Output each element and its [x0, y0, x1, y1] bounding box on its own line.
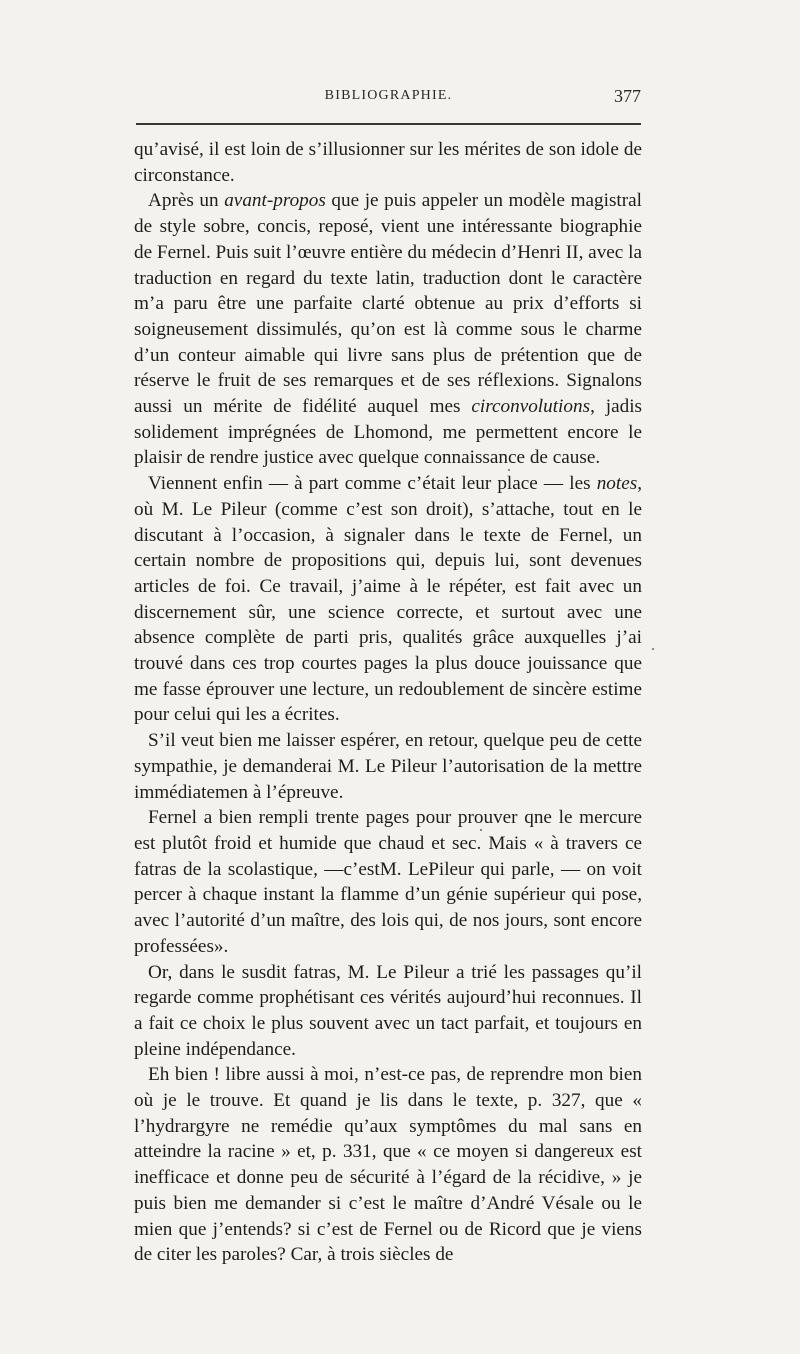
running-head — [136, 88, 641, 112]
print-speck — [652, 648, 654, 650]
text-segment: , jadis solidement imprégnées de Lhomond, me permettent encore le plaisir de rendre justice avec quelque connaissance de cause. — [134, 396, 642, 469]
text-segment: , où M. Le Pileur (comme c’est son droit), s’attache, tout en le discutant à l’occasion, à signaler dans le texte de Fernel, un certain nombre de propositions qui, depuis lui, sont devenues articles de foi. Ce travail, j’aime à le répéter, est fait avec un discernement sûr, une science correcte, et surtout avec une absence complète de parti pris, qualités grâce auxquelles j’ai trouvé dans ces trop courtes pages la plus douce jouissance que me fasse éprouver une lecture, un redoublement de sincère estime pour celui qui les a écrites. — [134, 473, 642, 726]
text-segment: Fernel a bien rempli trente pages pour prouver qne le mercure est plutôt froid et humide que chaud et sec. Mais « à travers ce fatras de la scolastique, —c’estM. LePileur qui parle, — on voit percer à chaque instant la flamme d’un génie supérieur qui pose, avec l’autorité d’un maître, des lois qui, de nos jours, sont encore professées». — [134, 807, 642, 957]
paragraph-1 — [134, 137, 642, 188]
paragraph-2 — [134, 188, 642, 471]
print-speck — [480, 829, 482, 831]
header-rule — [136, 123, 641, 125]
paragraph-3 — [134, 471, 642, 728]
text-segment: que je puis appeler un modèle magistral de style sobre, concis, reposé, vient une intéressante biographie de Fernel. Puis suit l’œuvre entière du médecin d’Henri II, avec la traduction en regard du texte latin, traduction dont le caractère m’a paru être une parfaite clarté obtenue au prix d’efforts si soigneusement dissimulés, qu’on est là comme sous le charme d’un conteur aimable qui livre sans plus de prétention que de réserve le fruit de ses remarques et de ses réflexions. Signalons aussi un mérite de fidélité auquel mes — [134, 190, 643, 418]
text-segment: Or, dans le susdit fatras, M. Le Pileur a trié les passages qu’il regarde comme prophétisant ces vérités aujourd’hui reconnues. Il a fait ce choix le plus souvent avec un tact parfait, et toujours en pleine indépendance. — [134, 961, 642, 1060]
text-segment: Après un — [148, 190, 225, 212]
italic-text: circonvolutions — [471, 396, 591, 418]
paragraph-4 — [134, 728, 642, 805]
print-speck — [508, 469, 510, 471]
text-segment: S’il veut bien me laisser espérer, en retour, quelque peu de cette sympathie, je demanderai M. Le Pileur l’autorisation de la mettre immédiatemen à l’épreuve. — [134, 730, 642, 803]
text-segment: qu’avisé, il est loin de s’illusionner sur les mérites de son idole de circonstance. — [134, 139, 642, 186]
paragraph-7 — [134, 1062, 642, 1268]
page-number: 377 — [614, 86, 641, 106]
paragraph-5 — [134, 805, 642, 959]
paragraph-6 — [134, 960, 642, 1063]
running-title: BIBLIOGRAPHIE. — [324, 88, 453, 103]
text-segment: Eh bien ! libre aussi à moi, n’est-ce pas, de reprendre mon bien où je le trouve. Et quand je lis dans le texte, p. 327, que « l’hydrargyre ne remédie qu’aux symptômes du mal sans en atteindre la racine » et, p. 331, que « ce moyen si dangereux est inefficace et donne peu de sécurité à l’égard de la récidive, » je puis bien me demander si c’est le maître d’André Vésale ou le mien que j’entends? si c’est de Fernel ou de Ricord que je viens de citer les paroles? Car, à trois siècles de — [134, 1064, 642, 1266]
body-text — [134, 137, 642, 1268]
italic-text: notes — [596, 473, 638, 495]
italic-text: avant-propos — [224, 190, 326, 212]
text-segment: Viennent enfin — à part comme c’était leur place — les — [148, 473, 597, 495]
